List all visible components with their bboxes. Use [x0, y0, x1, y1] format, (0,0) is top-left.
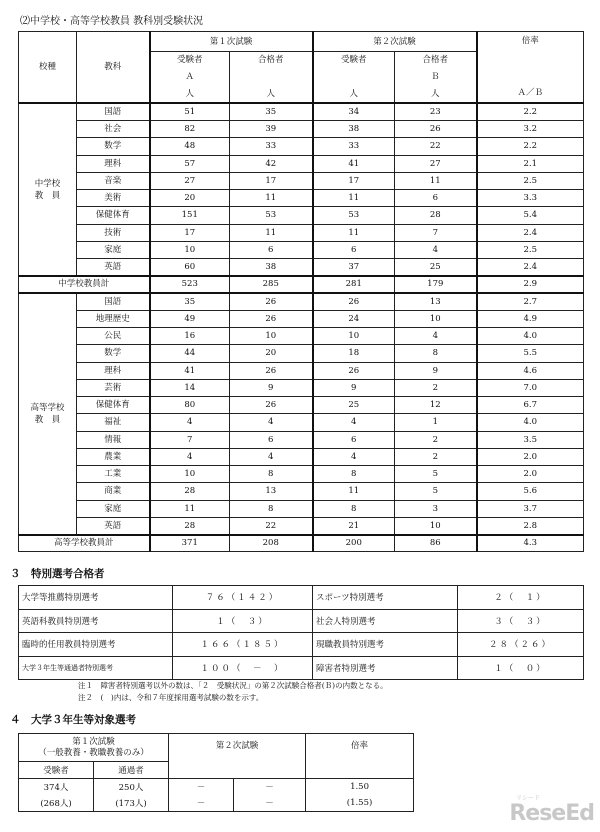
value-cell-a: 80 [150, 397, 230, 414]
third-cell-a: 374人 [19, 778, 94, 795]
special-row [19, 586, 584, 610]
value-cell-p1: 26 [230, 362, 313, 379]
value-cell-a: 4 [150, 448, 230, 465]
high-category-line1: 高等学校 [30, 402, 65, 413]
header-first-exam: 第１次試験 [150, 32, 313, 52]
table-row [19, 138, 584, 155]
total-cell-b: 86 [395, 535, 477, 552]
third-second-exam-header: 第２次試験 [169, 734, 306, 779]
value-cell-e2: 9 [313, 379, 395, 396]
header-passers-1: 合格者 [230, 52, 313, 69]
value-cell-b: 28 [395, 207, 477, 224]
special-value: １（ ０） [458, 656, 584, 680]
third-ratio-header: 倍率 [306, 734, 414, 779]
subject-cell: 技術 [77, 224, 150, 241]
special-value: ２（ １） [458, 586, 584, 610]
value-cell-e2: 10 [313, 328, 395, 345]
value-cell-ratio: 2.7 [477, 293, 584, 310]
subject-cell: 英語 [77, 517, 150, 534]
value-cell-e2: 4 [313, 448, 395, 465]
special-label: 現職教員特別選考 [313, 633, 458, 657]
special-label: 英語科教員特別選考 [19, 609, 173, 633]
value-cell-b: 4 [395, 241, 477, 258]
value-cell-ratio: 4.0 [477, 414, 584, 431]
section4-title: ４ 大学３年生等対象選考 [10, 714, 136, 726]
table-row [19, 397, 584, 414]
value-cell-p1: 26 [230, 397, 313, 414]
header-unit: 人 [395, 86, 477, 103]
value-cell-e2: 26 [313, 293, 395, 310]
subject-exam-table [18, 31, 584, 552]
value-cell-ratio: 7.0 [477, 379, 584, 396]
value-cell-b: 1 [395, 414, 477, 431]
table-row [19, 448, 584, 465]
special-value: １００（ － ） [173, 656, 313, 680]
value-cell-b: 6 [395, 190, 477, 207]
value-cell-a: 82 [150, 121, 230, 138]
brand-logo-sub: リシード [515, 795, 540, 802]
total-cell-p1: 285 [230, 276, 313, 293]
third-cell-c-prev: － [169, 795, 234, 812]
third-examinees-header: 受験者 [19, 762, 94, 779]
value-cell-ratio: 2.2 [477, 103, 584, 120]
subject-cell: 国語 [77, 293, 150, 310]
total-label: 中学校教員計 [19, 276, 150, 293]
third-first-exam-header [19, 734, 169, 762]
value-cell-p1: 11 [230, 190, 313, 207]
value-cell-ratio: 2.8 [477, 517, 584, 534]
special-value: ２８（２６） [458, 633, 584, 657]
total-label: 高等学校教員計 [19, 535, 150, 552]
header-ratio-label: 倍率 [521, 36, 539, 46]
value-cell-b: 26 [395, 121, 477, 138]
value-cell-ratio: 4.9 [477, 310, 584, 327]
value-cell-p1: 26 [230, 310, 313, 327]
section2-title: ⑵中学校・高等学校教員 教科別受験状況 [20, 16, 204, 27]
value-cell-p1: 13 [230, 483, 313, 500]
value-cell-b: 2 [395, 448, 477, 465]
header-ratio-formula: Ａ／Ｂ [517, 88, 544, 98]
value-cell-e2: 21 [313, 517, 395, 534]
special-row [19, 633, 584, 657]
table-row [19, 172, 584, 189]
section3-title: ３ 特別選考合格者 [10, 568, 105, 580]
value-cell-p1: 26 [230, 293, 313, 310]
header-col-b: Ｂ [395, 69, 477, 86]
third-cell-a-prev: (268人) [19, 795, 94, 812]
value-cell-p1: 22 [230, 517, 313, 534]
value-cell-ratio: 5.4 [477, 207, 584, 224]
value-cell-a: 44 [150, 345, 230, 362]
junior-category-cell [19, 103, 77, 276]
value-cell-p1: 4 [230, 414, 313, 431]
total-cell-ratio: 4.3 [477, 535, 584, 552]
value-cell-p1: 11 [230, 224, 313, 241]
value-cell-e2: 11 [313, 190, 395, 207]
header-examinees-2: 受験者 [313, 52, 395, 69]
subject-cell: 数学 [77, 138, 150, 155]
special-label: 大学等推薦特別選考 [19, 586, 173, 610]
value-cell-b: 3 [395, 500, 477, 517]
value-cell-ratio: 2.5 [477, 241, 584, 258]
value-cell-a: 49 [150, 310, 230, 327]
value-cell-e2: 11 [313, 224, 395, 241]
value-cell-e2: 11 [313, 483, 395, 500]
value-cell-p1: 6 [230, 241, 313, 258]
value-cell-e2: 6 [313, 241, 395, 258]
value-cell-e2: 53 [313, 207, 395, 224]
subject-cell: 福祉 [77, 414, 150, 431]
value-cell-b: 5 [395, 466, 477, 483]
special-row [19, 656, 584, 680]
value-cell-a: 20 [150, 190, 230, 207]
value-cell-e2: 4 [313, 414, 395, 431]
value-cell-ratio: 3.2 [477, 121, 584, 138]
value-cell-p1: 39 [230, 121, 313, 138]
value-cell-b: 25 [395, 259, 477, 276]
value-cell-ratio: 3.7 [477, 500, 584, 517]
value-cell-a: 14 [150, 379, 230, 396]
value-cell-e2: 6 [313, 431, 395, 448]
value-cell-ratio: 2.0 [477, 448, 584, 465]
value-cell-e2: 25 [313, 397, 395, 414]
subject-cell: 理科 [77, 155, 150, 172]
third-cell-ratio: 1.50 [306, 778, 414, 795]
value-cell-p1: 8 [230, 466, 313, 483]
subject-cell: 数学 [77, 345, 150, 362]
table-row [19, 207, 584, 224]
third-cell-d-prev: － [234, 795, 306, 812]
subject-cell: 公民 [77, 328, 150, 345]
value-cell-e2: 26 [313, 362, 395, 379]
note-1: 注１ 障害者特別選考以外の数は、「２ 受験状況」の第２次試験合格者(Ｂ)の内数となる。 [78, 681, 388, 690]
value-cell-p1: 53 [230, 207, 313, 224]
total-cell-e2: 200 [313, 535, 395, 552]
header-passers-2: 合格者 [395, 52, 477, 69]
value-cell-a: 4 [150, 414, 230, 431]
value-cell-e2: 18 [313, 345, 395, 362]
header-kind: 校種 [19, 32, 77, 104]
special-selection-table [18, 585, 584, 680]
subject-cell: 英語 [77, 259, 150, 276]
value-cell-b: 7 [395, 224, 477, 241]
value-cell-b: 2 [395, 379, 477, 396]
value-cell-e2: 8 [313, 500, 395, 517]
value-cell-e2: 8 [313, 466, 395, 483]
subject-cell: 音楽 [77, 172, 150, 189]
total-cell-a: 523 [150, 276, 230, 293]
value-cell-b: 12 [395, 397, 477, 414]
value-cell-b: 9 [395, 362, 477, 379]
note-2: 注２ ( )内は、令和７年度採用選考試験の数を示す。 [78, 693, 264, 702]
value-cell-p1: 33 [230, 138, 313, 155]
value-cell-ratio: 4.6 [477, 362, 584, 379]
third-cell-b-prev: (173人) [94, 795, 169, 812]
value-cell-a: 10 [150, 466, 230, 483]
value-cell-a: 57 [150, 155, 230, 172]
value-cell-p1: 17 [230, 172, 313, 189]
high-category-cell [19, 293, 77, 535]
value-cell-a: 51 [150, 103, 230, 120]
value-cell-p1: 4 [230, 448, 313, 465]
subject-cell: 社会 [77, 121, 150, 138]
total-cell-a: 371 [150, 535, 230, 552]
header-second-exam: 第２次試験 [313, 32, 477, 52]
subject-cell: 理科 [77, 362, 150, 379]
value-cell-p1: 10 [230, 328, 313, 345]
subject-cell: 工業 [77, 466, 150, 483]
table-row [19, 155, 584, 172]
header-unit: 人 [313, 86, 395, 103]
value-cell-b: 22 [395, 138, 477, 155]
table-row [19, 466, 584, 483]
table-row [19, 328, 584, 345]
value-cell-ratio: 2.0 [477, 466, 584, 483]
value-cell-b: 10 [395, 517, 477, 534]
value-cell-ratio: 2.4 [477, 224, 584, 241]
table-row [19, 362, 584, 379]
value-cell-p1: 8 [230, 500, 313, 517]
value-cell-e2: 33 [313, 138, 395, 155]
value-cell-e2: 34 [313, 103, 395, 120]
third-cell-d: － [234, 778, 306, 795]
table-row [19, 224, 584, 241]
table-row [19, 517, 584, 534]
value-cell-b: 10 [395, 310, 477, 327]
subject-cell: 地理歴史 [77, 310, 150, 327]
third-cell-b: 250人 [94, 778, 169, 795]
value-cell-ratio: 2.5 [477, 172, 584, 189]
value-cell-b: 23 [395, 103, 477, 120]
value-cell-a: 16 [150, 328, 230, 345]
value-cell-a: 60 [150, 259, 230, 276]
header-subject: 教科 [77, 32, 150, 104]
value-cell-a: 27 [150, 172, 230, 189]
subject-cell: 美術 [77, 190, 150, 207]
value-cell-p1: 35 [230, 103, 313, 120]
header-ratio [477, 32, 584, 104]
subject-cell: 保健体育 [77, 397, 150, 414]
total-cell-b: 179 [395, 276, 477, 293]
value-cell-b: 4 [395, 328, 477, 345]
third-first-exam-sub: （一般教養・教職教養のみ） [38, 747, 149, 758]
value-cell-ratio: 5.6 [477, 483, 584, 500]
subject-cell: 農業 [77, 448, 150, 465]
table-row [19, 121, 584, 138]
subject-cell: 家庭 [77, 241, 150, 258]
value-cell-p1: 38 [230, 259, 313, 276]
header-unit: 人 [150, 86, 230, 103]
value-cell-b: 2 [395, 431, 477, 448]
header-examinees-1: 受験者 [150, 52, 230, 69]
value-cell-e2: 37 [313, 259, 395, 276]
third-cell-c: － [169, 778, 234, 795]
table-row [19, 483, 584, 500]
special-label: スポーツ特別選考 [313, 586, 458, 610]
value-cell-p1: 9 [230, 379, 313, 396]
value-cell-ratio: 2.1 [477, 155, 584, 172]
value-cell-a: 7 [150, 431, 230, 448]
table-row [19, 190, 584, 207]
value-cell-ratio: 5.5 [477, 345, 584, 362]
header-unit: 人 [230, 86, 313, 103]
value-cell-a: 28 [150, 517, 230, 534]
total-row [19, 535, 584, 552]
value-cell-b: 13 [395, 293, 477, 310]
value-cell-ratio: 6.7 [477, 397, 584, 414]
high-category-line2: 教 員 [34, 414, 61, 425]
subject-cell: 芸術 [77, 379, 150, 396]
value-cell-a: 28 [150, 483, 230, 500]
total-cell-ratio: 2.9 [477, 276, 584, 293]
special-value: ７６（１４２） [173, 586, 313, 610]
table-row [19, 310, 584, 327]
value-cell-ratio: 3.3 [477, 190, 584, 207]
special-value: １（ ３） [173, 609, 313, 633]
value-cell-a: 151 [150, 207, 230, 224]
value-cell-e2: 24 [313, 310, 395, 327]
table-row [19, 379, 584, 396]
university-third-year-table [18, 733, 414, 812]
value-cell-a: 41 [150, 362, 230, 379]
value-cell-ratio: 3.5 [477, 431, 584, 448]
table-row [19, 345, 584, 362]
value-cell-e2: 17 [313, 172, 395, 189]
value-cell-e2: 38 [313, 121, 395, 138]
brand-logo: ReseEd [509, 801, 594, 826]
special-row [19, 609, 584, 633]
value-cell-ratio: 4.0 [477, 328, 584, 345]
table-row [19, 241, 584, 258]
subject-cell: 情報 [77, 431, 150, 448]
value-cell-a: 48 [150, 138, 230, 155]
value-cell-e2: 41 [313, 155, 395, 172]
value-cell-b: 8 [395, 345, 477, 362]
total-cell-e2: 281 [313, 276, 395, 293]
junior-category-line1: 中学校 [34, 178, 61, 189]
value-cell-p1: 42 [230, 155, 313, 172]
value-cell-ratio: 2.4 [477, 259, 584, 276]
value-cell-ratio: 2.2 [477, 138, 584, 155]
value-cell-a: 17 [150, 224, 230, 241]
table-row [19, 414, 584, 431]
value-cell-a: 11 [150, 500, 230, 517]
total-cell-p1: 208 [230, 535, 313, 552]
third-passers-header: 通過者 [94, 762, 169, 779]
value-cell-p1: 6 [230, 431, 313, 448]
subject-cell: 商業 [77, 483, 150, 500]
third-cell-ratio-prev: (1.55) [306, 795, 414, 812]
table-row [19, 500, 584, 517]
value-cell-b: 27 [395, 155, 477, 172]
special-label: 社会人特別選考 [313, 609, 458, 633]
table-row [19, 431, 584, 448]
table-row [19, 293, 584, 310]
special-label: 臨時的任用教員特別選考 [19, 633, 173, 657]
special-value: １６６（１８５） [173, 633, 313, 657]
special-label: 大学３年生等通過者特別選考 [19, 656, 173, 680]
subject-cell: 保健体育 [77, 207, 150, 224]
value-cell-b: 11 [395, 172, 477, 189]
special-label: 障害者特別選考 [313, 656, 458, 680]
table-row [19, 259, 584, 276]
subject-cell: 国語 [77, 103, 150, 120]
special-value: ３（ ３） [458, 609, 584, 633]
header-col-a: Ａ [150, 69, 230, 86]
subject-cell: 家庭 [77, 500, 150, 517]
value-cell-a: 35 [150, 293, 230, 310]
junior-category-line2: 教 員 [34, 190, 61, 201]
third-first-exam-label: 第１次試験 [72, 736, 115, 747]
value-cell-p1: 20 [230, 345, 313, 362]
value-cell-a: 10 [150, 241, 230, 258]
value-cell-b: 5 [395, 483, 477, 500]
total-row [19, 276, 584, 293]
table-row [19, 103, 584, 120]
